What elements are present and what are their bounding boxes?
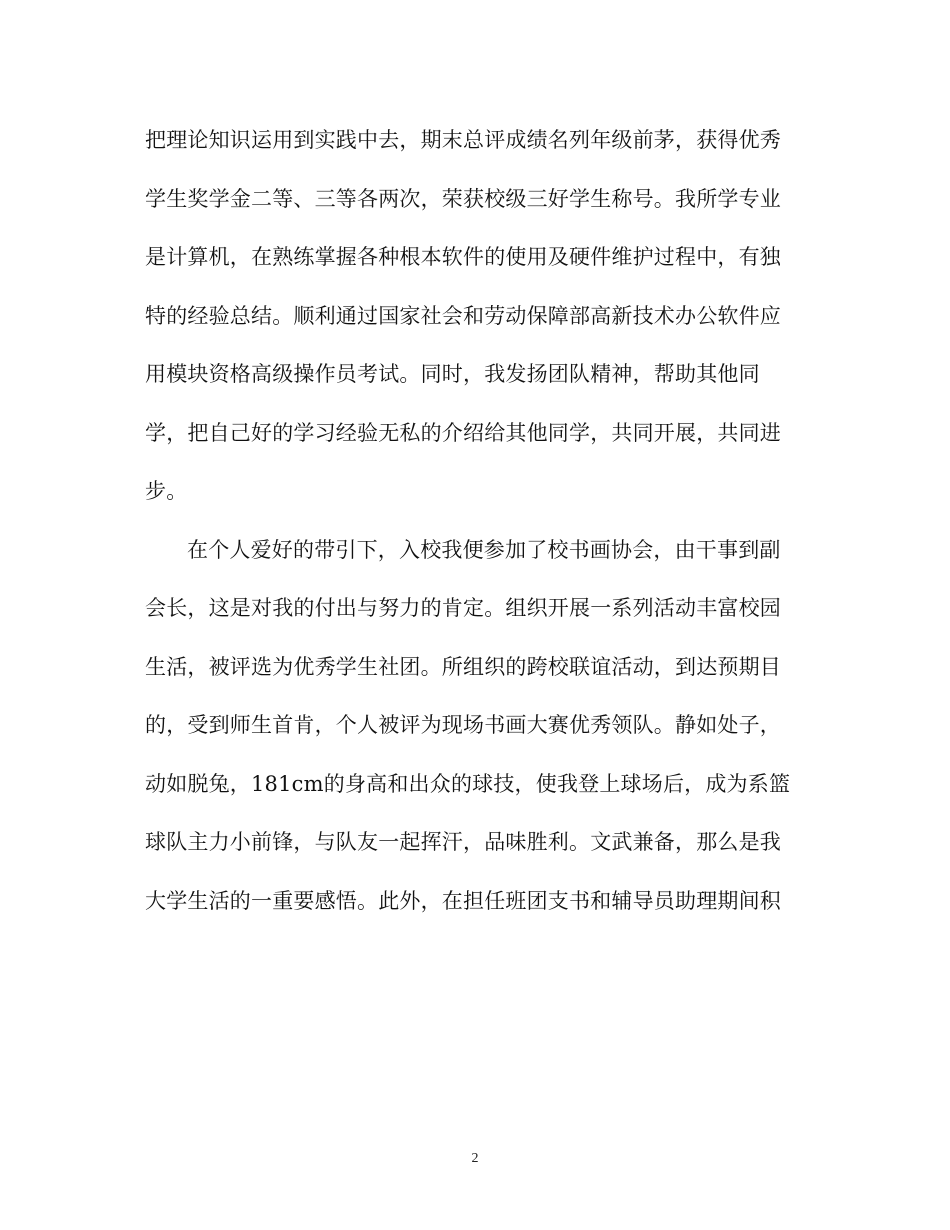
page-number: 2	[471, 1151, 479, 1166]
paragraph-start-line: 在个人爱好的带引下，入校我便参加了校书画协会，由干事到副	[187, 537, 781, 562]
text-line: 是计算机，在熟练掌握各种根本软件的使用及硬件维护过程中，有独	[145, 245, 781, 269]
text-line: 球队主力小前锋，与队友一起挥汗，品味胜利。文武兼备，那么是我	[145, 830, 781, 854]
body-text	[145, 118, 805, 937]
text-line: 用模块资格高级操作员考试。同时，我发扬团队精神，帮助其他同	[145, 362, 760, 386]
text-line: 步。	[145, 479, 188, 503]
text-line: 学，把自己好的学习经验无私的介绍给其他同学，共同开展，共同进	[145, 420, 781, 445]
text-line: 会长，这是对我的付出与努力的肯定。组织开展一系列活动丰富校园	[145, 596, 781, 620]
text-line: 生活，被评选为优秀学生社团。所组织的跨校联谊活动，到达预期目	[145, 654, 781, 679]
text-line: 大学生活的一重要感悟。此外，在担任班团支书和辅导员助理期间积	[145, 888, 781, 913]
text-line: 的，受到师生首肯，个人被评为现场书画大赛优秀领队。静如处子，	[145, 713, 781, 737]
text-line: 动如脱兔，181cm的身高和出众的球技，使我登上球场后，成为系篮	[145, 771, 791, 796]
text-line: 把理论知识运用到实践中去，期末总评成绩名列年级前茅，获得优秀	[145, 128, 781, 152]
text-line: 特的经验总结。顺利通过国家社会和劳动保障部高新技术办公软件应	[145, 303, 781, 328]
text-line: 学生奖学金二等、三等各两次，荣获校级三好学生称号。我所学专业	[145, 186, 781, 211]
